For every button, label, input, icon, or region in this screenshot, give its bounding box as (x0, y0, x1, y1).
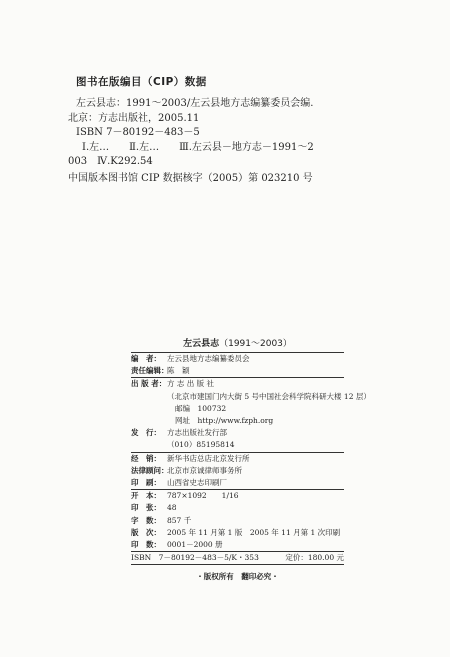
publisher-value: 方 志 出 版 社 (167, 379, 215, 389)
cip-data-block (68, 74, 436, 186)
row-publisher (131, 378, 344, 390)
row-distribution (131, 427, 344, 439)
cip-line-record: 中国版本图书馆 CIP 数据核字（2005）第 023210 号 (68, 172, 313, 184)
printer-label: 印 刷： (131, 478, 161, 488)
row-edition (131, 527, 344, 539)
format-value: 787×1092 1/16 (167, 491, 239, 501)
print-run-label: 印 数： (131, 540, 161, 550)
copyright-notice: ・版权所有 翻印必究・ (196, 572, 279, 582)
colophon-isbn: ISBN 7－80192－483－5/K・353 (131, 553, 259, 563)
colophon (131, 336, 371, 582)
row-printer (131, 477, 344, 489)
cip-line-classification: 003 Ⅳ.K292.54 (68, 156, 153, 167)
edition-label: 版 次： (131, 527, 161, 537)
distribution-label: 发 行： (131, 428, 161, 438)
row-isbn-price (131, 552, 344, 564)
sales-value: 新华书店总店北京发行所 (167, 453, 250, 463)
row-responsible-editor (131, 365, 344, 377)
colophon-title-main: 左云县志 (183, 339, 220, 349)
colophon-title (131, 336, 344, 349)
sheets-value: 48 (167, 503, 177, 513)
row-sales (131, 453, 344, 465)
row-legal (131, 465, 344, 477)
printer-value: 山西省史志印刷厂 (167, 478, 227, 488)
edition-value: 2005 年 11 月第 1 版 2005 年 11 月第 1 次印刷 (167, 527, 341, 537)
cip-heading: 图书在版编目（CIP）数据 (76, 76, 207, 88)
cip-line-isbn: ISBN 7－80192－483－5 (76, 127, 200, 138)
row-sheets (131, 502, 344, 514)
row-print-run (131, 539, 344, 551)
publisher-address: （北京市建国门内大街 5 号中国社会科学院科研大楼 12 层） (167, 391, 371, 401)
publisher-label: 出 版 者： (131, 379, 167, 389)
distribution-value: 方志出版社发行部 (167, 428, 227, 438)
cip-line-title: 左云县志：1991～2003/左云县地方志编纂委员会编. (76, 98, 314, 109)
distribution-phone: （010）85195814 (167, 440, 235, 450)
row-format (131, 490, 344, 502)
publisher-postcode: 邮编 100732 (175, 403, 227, 413)
resp-editor-label: 责任编辑： (131, 366, 169, 376)
row-phone (131, 439, 344, 451)
words-label: 字 数： (131, 515, 161, 525)
sheets-label: 印 张： (131, 503, 161, 513)
cip-line-publisher: 北京：方志出版社，2005.11 (68, 112, 200, 124)
row-address (131, 391, 371, 403)
colophon-bottom-rule (131, 564, 344, 565)
print-run-value: 0001－2000 册 (167, 540, 223, 550)
editor-value: 左云县地方志编纂委员会 (167, 354, 250, 363)
colophon-price: 定价：180.00 元 (285, 553, 344, 563)
cip-line-subject: Ⅰ.左… Ⅱ.左… Ⅲ.左云县－地方志－1991～2 (82, 141, 314, 153)
row-editor (131, 353, 344, 365)
row-website (131, 415, 344, 427)
resp-editor-value: 陈 颖 (167, 366, 190, 376)
legal-value: 北京市京诚律师事务所 (167, 465, 242, 475)
sales-label: 经 销： (131, 453, 161, 463)
colophon-title-years: （1991～2003） (219, 339, 292, 349)
legal-label: 法律顾问： (131, 465, 169, 475)
publisher-website: 网址 http://www.fzph.org (175, 416, 274, 426)
row-postcode (131, 403, 344, 415)
row-words (131, 515, 344, 527)
words-value: 857 千 (167, 515, 192, 525)
format-label: 开 本： (131, 491, 161, 501)
editor-label: 编 者： (131, 354, 161, 363)
